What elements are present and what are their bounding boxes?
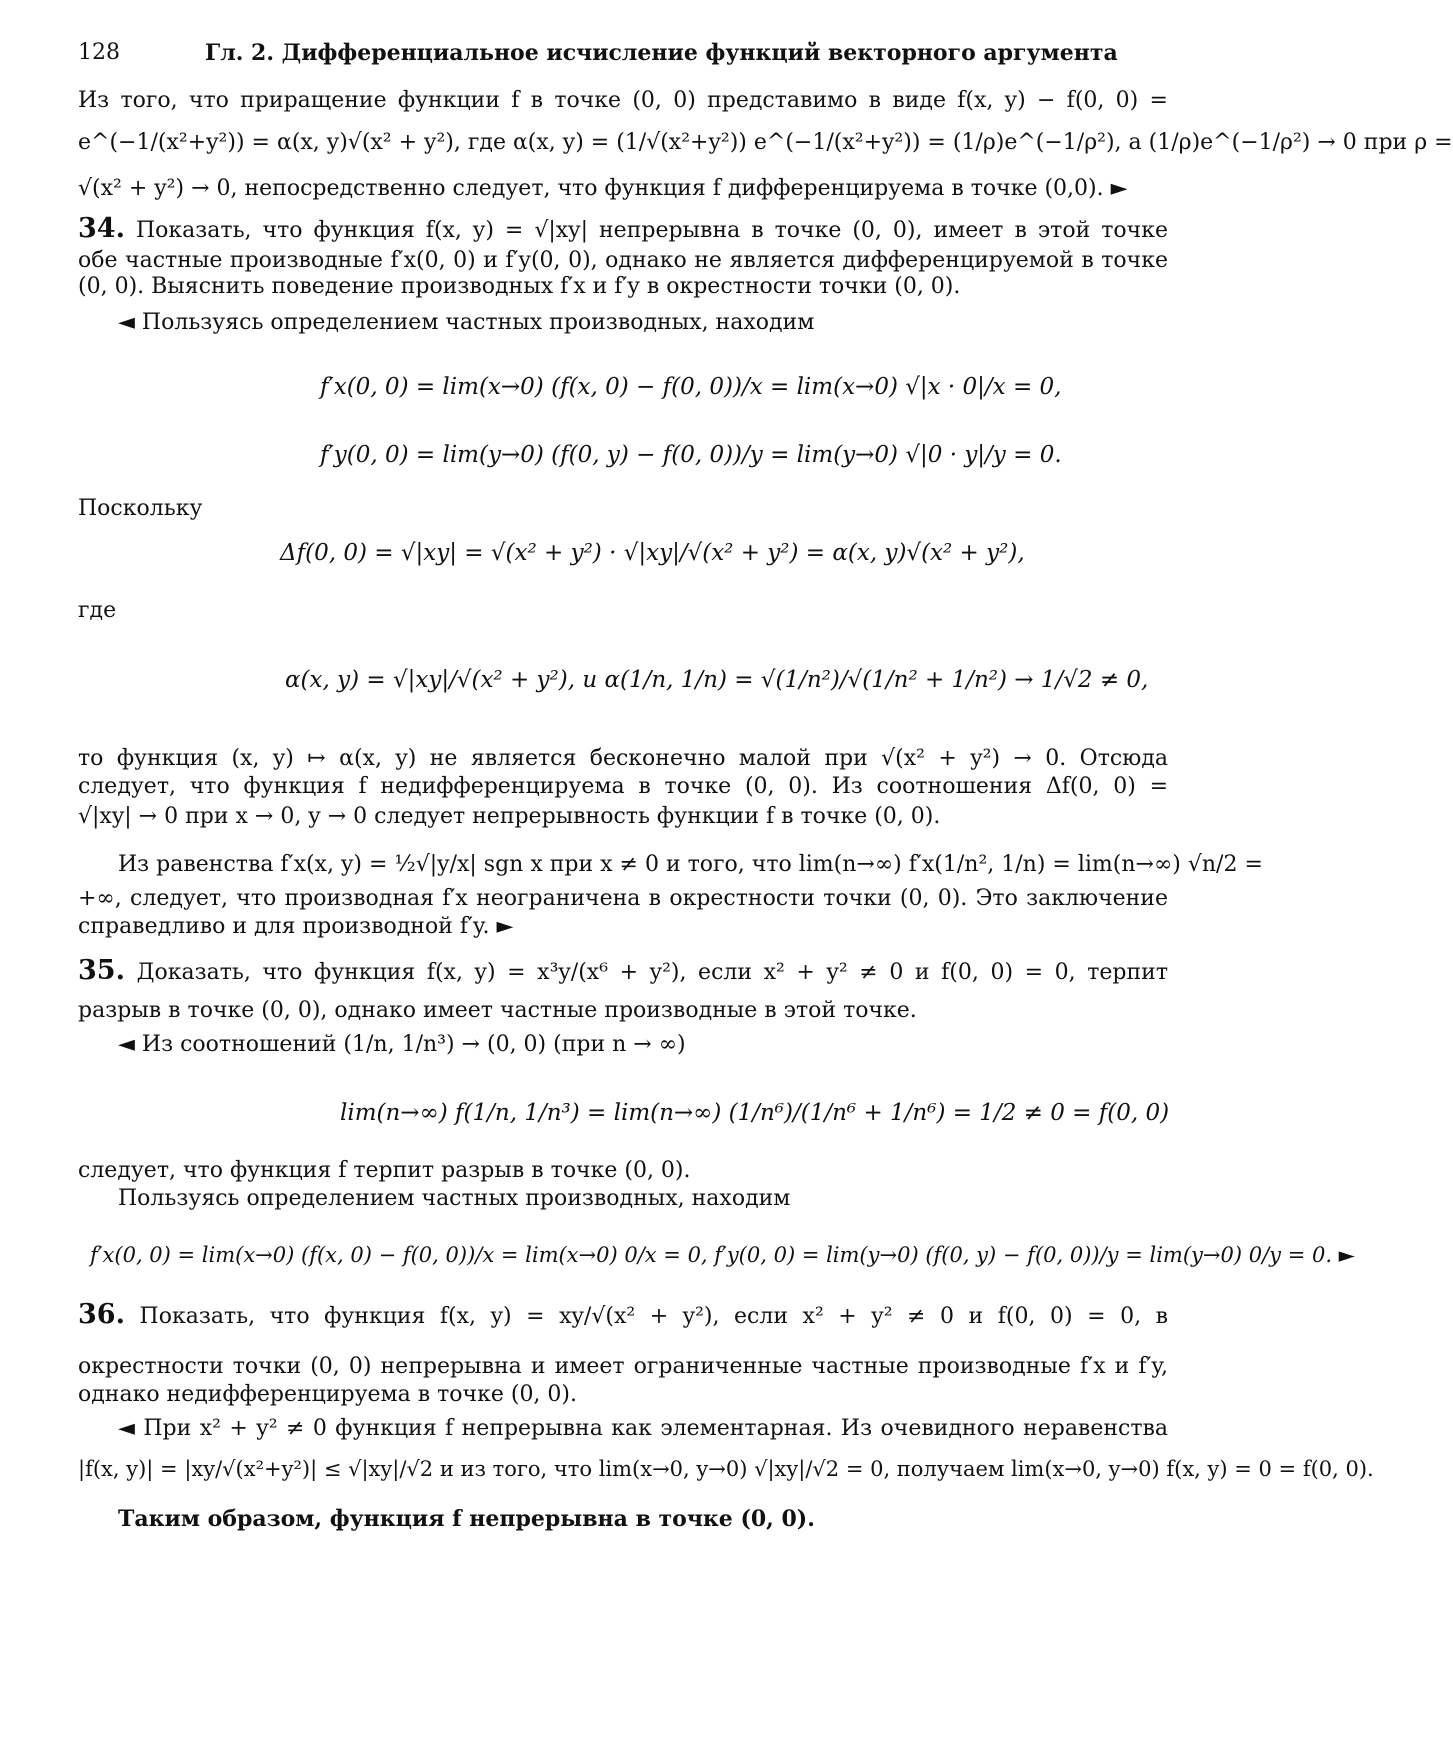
formula-delta: Δf(0, 0) = √|xy| = √(x² + y²) · √|xy|/√(x² + y²) = α(x, y)√(x² + y²), [280, 540, 1025, 566]
text-line: √(x² + y²) → 0, непосредственно следует, что функция f дифференцируема в точке (0,0). ► [78, 176, 1128, 201]
problem-34-line: 34. Показать, что функция f(x, y) = √|xy| непрерывна в точке (0, 0), имеет в этой точке [78, 213, 1168, 244]
formula-alpha: α(x, y) = √|xy|/√(x² + y²), и α(1/n, 1/n) = √(1/n²)/√(1/n² + 1/n²) → 1/√2 ≠ 0, [285, 667, 1149, 693]
text-line: Пользуясь определением частных производных, находим [118, 1186, 791, 1211]
text-line: |f(x, y)| = |xy/√(x²+y²)| ≤ √|xy|/√2 и из того, что lim(x→0, y→0) √|xy|/√2 = 0, получаем lim(x→0, y→0) f(x, y) = 0 = f(0, 0). [78, 1457, 1374, 1481]
text-line: где [78, 598, 117, 623]
text-line: √|xy| → 0 при x → 0, y → 0 следует непрерывность функции f в точке (0, 0). [78, 804, 941, 829]
text-line: справедливо и для производной f′y. ► [78, 914, 514, 939]
text-line: однако недифференцируема в точке (0, 0). [78, 1382, 577, 1407]
text-line: следует, что функция f недифференцируема в точке (0, 0). Из соотношения Δf(0, 0) = [78, 774, 1168, 799]
text-line: ◄ Из соотношений (1/n, 1/n³) → (0, 0) (при n → ∞) [118, 1032, 686, 1057]
text-line: ◄ При x² + y² ≠ 0 функция f непрерывна как элементарная. Из очевидного неравенства [118, 1416, 1168, 1441]
scan-artifact [1000, 1680, 1090, 1700]
text-line: (0, 0). Выяснить поведение производных f′x и f′y в окрестности точки (0, 0). [78, 274, 961, 299]
text-line: окрестности точки (0, 0) непрерывна и имеет ограниченные частные производные f′x и f′y, [78, 1354, 1168, 1379]
problem-number: 36. [78, 1299, 125, 1330]
problem-36-line: 36. Показать, что функция f(x, y) = xy/√(x² + y²), если x² + y² ≠ 0 и f(0, 0) = 0, в [78, 1299, 1169, 1330]
formula-fy: f′y(0, 0) = lim(y→0) (f(0, y) − f(0, 0))/y = lim(y→0) √|0 · y|/y = 0. [320, 442, 1062, 468]
running-title: Гл. 2. Дифференциальное исчисление функций векторного аргумента [205, 40, 1118, 66]
formula-limit: lim(n→∞) f(1/n, 1/n³) = lim(n→∞) (1/n⁶)/(1/n⁶ + 1/n⁶) = 1/2 ≠ 0 = f(0, 0) [340, 1100, 1170, 1126]
formula-partials: f′x(0, 0) = lim(x→0) (f(x, 0) − f(0, 0))/x = lim(x→0) 0/x = 0, f′y(0, 0) = lim(y→0) (f(0, y) − f(0, 0))/y = lim(y→0) 0/y = 0. ► [90, 1243, 1355, 1267]
text-line: e^(−1/(x²+y²)) = α(x, y)√(x² + y²), где α(x, y) = (1/√(x²+y²)) e^(−1/(x²+y²)) = (1/ρ)e^(−1/ρ²), а (1/ρ)e^(−1/ρ²) → 0 при ρ = [78, 130, 1453, 155]
text-line: Из того, что приращение функции f в точке (0, 0) представимо в виде f(x, y) − f(0, 0) = [78, 88, 1168, 113]
text-line: разрыв в точке (0, 0), однако имеет частные производные в этой точке. [78, 998, 917, 1023]
text-line: Из равенства f′x(x, y) = ½√|y/x| sgn x при x ≠ 0 и того, что lim(n→∞) f′x(1/n², 1/n) = lim(n→∞) √n/2 = [118, 852, 1263, 877]
text-line: +∞, следует, что производная f′x неограничена в окрестности точки (0, 0). Это заключение [78, 886, 1168, 911]
problem-35-line: 35. Доказать, что функция f(x, y) = x³y/(x⁶ + y²), если x² + y² ≠ 0 и f(0, 0) = 0, терпит [78, 955, 1168, 986]
text-line: ◄ Пользуясь определением частных производных, находим [118, 310, 815, 335]
problem-number: 35. [78, 955, 125, 986]
text-line: следует, что функция f терпит разрыв в точке (0, 0). [78, 1158, 691, 1183]
text-line: Поскольку [78, 496, 203, 521]
text-line: обе частные производные f′x(0, 0) и f′y(0, 0), однако не является дифференцируемой в точке [78, 248, 1168, 273]
page-number: 128 [78, 40, 120, 65]
formula-fx: f′x(0, 0) = lim(x→0) (f(x, 0) − f(0, 0))/x = lim(x→0) √|x · 0|/x = 0, [320, 374, 1062, 400]
problem-number: 34. [78, 213, 125, 244]
text-line: Таким образом, функция f непрерывна в точке (0, 0). [118, 1506, 815, 1532]
text-line: то функция (x, y) ↦ α(x, y) не является бесконечно малой при √(x² + y²) → 0. Отсюда [78, 746, 1168, 771]
